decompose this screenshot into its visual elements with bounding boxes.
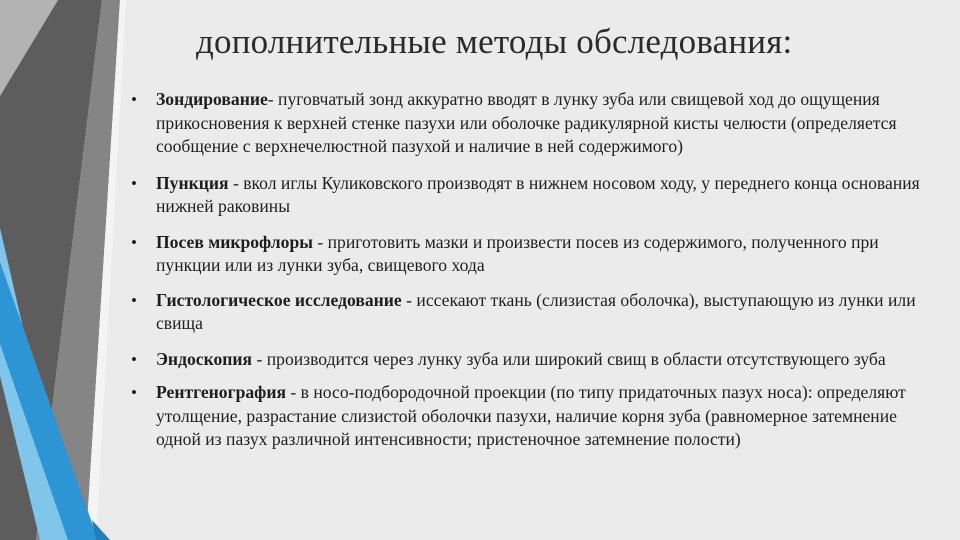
- method-description: - производится через лунку зуба или широкий свищ в области отсутствующего зуба: [252, 348, 886, 369]
- bullet-icon: •: [131, 383, 137, 402]
- method-term: Эндоскопия: [156, 348, 253, 369]
- bullet-icon: •: [131, 290, 137, 310]
- method-description: - иссекают ткань (слизистая оболочка), выступающую из лунки или свища: [156, 289, 916, 333]
- method-term: Посев микрофлоры: [156, 231, 313, 252]
- list-item: [131, 348, 936, 372]
- slide-title: дополнительные методы обследования:: [196, 22, 793, 61]
- list-item: [131, 172, 936, 219]
- bullet-icon: •: [131, 232, 137, 252]
- method-list: [131, 88, 936, 452]
- method-description: - приготовить мазки и произвести посев из содержимого, полученного при пункции или из лунки зуба, свищевого хода: [156, 231, 879, 275]
- method-description: - пуговчатый зонд аккуратно вводят в лунку зуба или свищевой ход до ощущения прикосновения к верхней стенке пазухи или оболочке радикулярной кисты челюсти (определяется сообщение с верхнечелюстной пазухой и наличие в ней содержимого): [156, 89, 897, 156]
- list-item: [131, 88, 936, 159]
- method-term: Рентгенография: [156, 382, 287, 402]
- method-description: - вкол иглы Куликовского производят в нижнем носовом ходу, у переднего конца основания нижней раковины: [156, 172, 920, 216]
- method-term: Зондирование: [156, 89, 268, 109]
- list-item: [131, 289, 936, 336]
- method-term: Гистологическое исследование: [156, 289, 402, 310]
- bullet-icon: •: [131, 173, 137, 193]
- method-term: Пункция: [156, 172, 229, 193]
- bullet-icon: •: [131, 90, 137, 109]
- method-description: - в носо-подбородочной проекции (по типу придаточных пазух носа): определяют утолщение, разрастание слизистой оболочки пазухи, наличие корня зуба (равномерное затемнение одной из пазух различной интенсивности; пристеночное затемнение полости): [156, 382, 906, 449]
- list-item: [131, 381, 936, 452]
- bullet-icon: •: [131, 349, 137, 369]
- list-item: [131, 231, 936, 278]
